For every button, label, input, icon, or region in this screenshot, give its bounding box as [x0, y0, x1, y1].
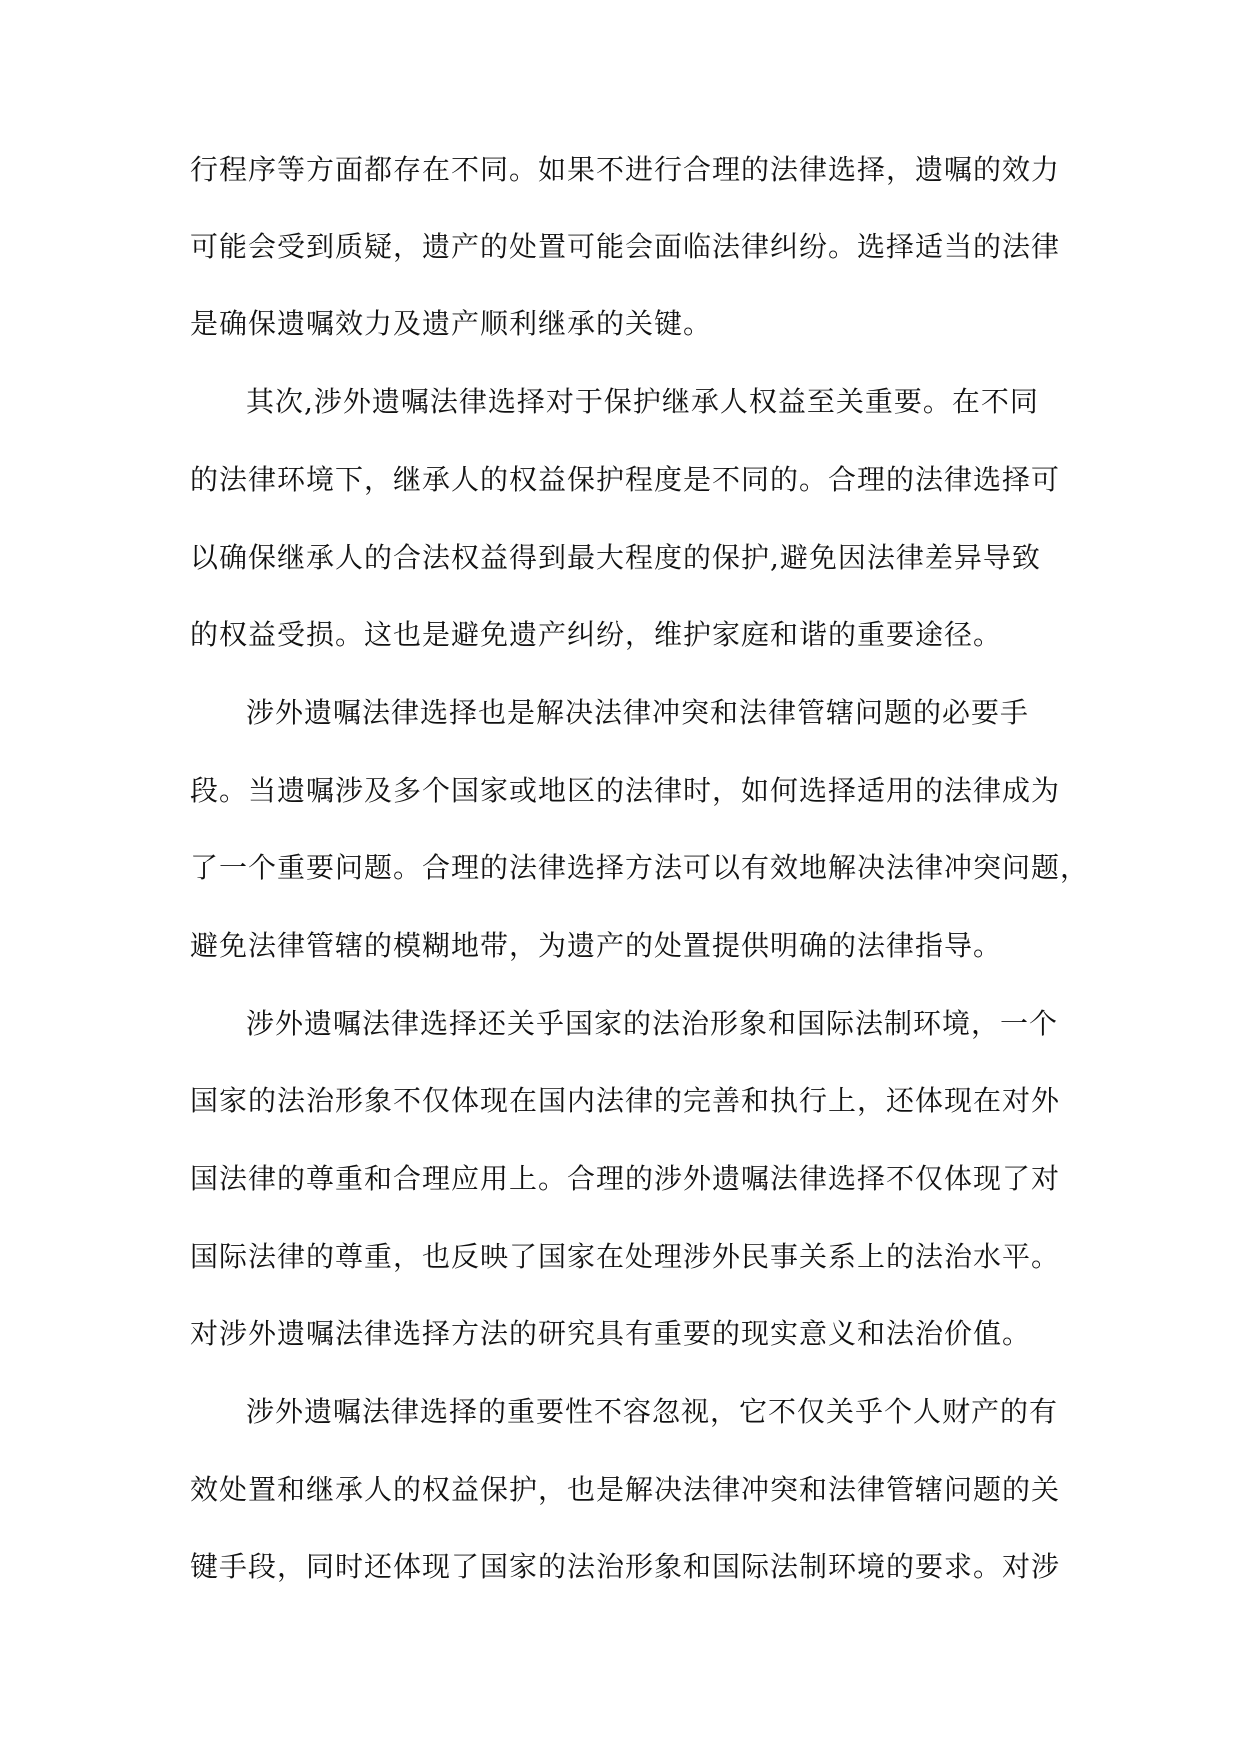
- paragraph-first-line: 其次,涉外遗嘱法律选择对于保护继承人权益至关重要。在不同: [246, 385, 1039, 418]
- text-line: 了一个重要问题。合理的法律选择方法可以有效地解决法律冲突问题，: [190, 851, 1090, 884]
- text-line: 是确保遗嘱效力及遗产顺利继承的关键。: [190, 307, 713, 340]
- text-line: 键手段，同时还体现了国家的法治形象和国际法制环境的要求。对涉: [190, 1550, 1061, 1583]
- text-line: 避免法律管辖的模糊地带，为遗产的处置提供明确的法律指导。: [190, 929, 1003, 962]
- text-line: 可能会受到质疑，遗产的处置可能会面临法律纠纷。选择适当的法律: [190, 230, 1061, 263]
- paragraph-first-line: 涉外遗嘱法律选择也是解决法律冲突和法律管辖问题的必要手: [246, 696, 1030, 729]
- text-line: 以确保继承人的合法权益得到最大程度的保护,避免因法律差异导致: [190, 541, 1041, 574]
- paragraph-first-line: 涉外遗嘱法律选择还关乎国家的法治形象和国际法制环境，一个: [246, 1007, 1059, 1040]
- text-line: 的权益受损。这也是避免遗产纠纷，维护家庭和谐的重要途径。: [190, 618, 1003, 651]
- text-line: 段。当遗嘱涉及多个国家或地区的法律时，如何选择适用的法律成为: [190, 774, 1061, 807]
- text-line: 对涉外遗嘱法律选择方法的研究具有重要的现实意义和法治价值。: [190, 1317, 1032, 1350]
- text-line: 效处置和继承人的权益保护，也是解决法律冲突和法律管辖问题的关: [190, 1473, 1061, 1506]
- text-line: 国际法律的尊重，也反映了国家在处理涉外民事关系上的法治水平。: [190, 1240, 1061, 1273]
- text-line: 行程序等方面都存在不同。如果不进行合理的法律选择，遗嘱的效力: [190, 153, 1061, 186]
- text-line: 国法律的尊重和合理应用上。合理的涉外遗嘱法律选择不仅体现了对: [190, 1162, 1061, 1195]
- paragraph-first-line: 涉外遗嘱法律选择的重要性不容忽视，它不仅关乎个人财产的有: [246, 1395, 1059, 1428]
- text-line: 国家的法治形象不仅体现在国内法律的完善和执行上，还体现在对外: [190, 1084, 1061, 1117]
- text-line: 的法律环境下，继承人的权益保护程度是不同的。合理的法律选择可: [190, 463, 1061, 496]
